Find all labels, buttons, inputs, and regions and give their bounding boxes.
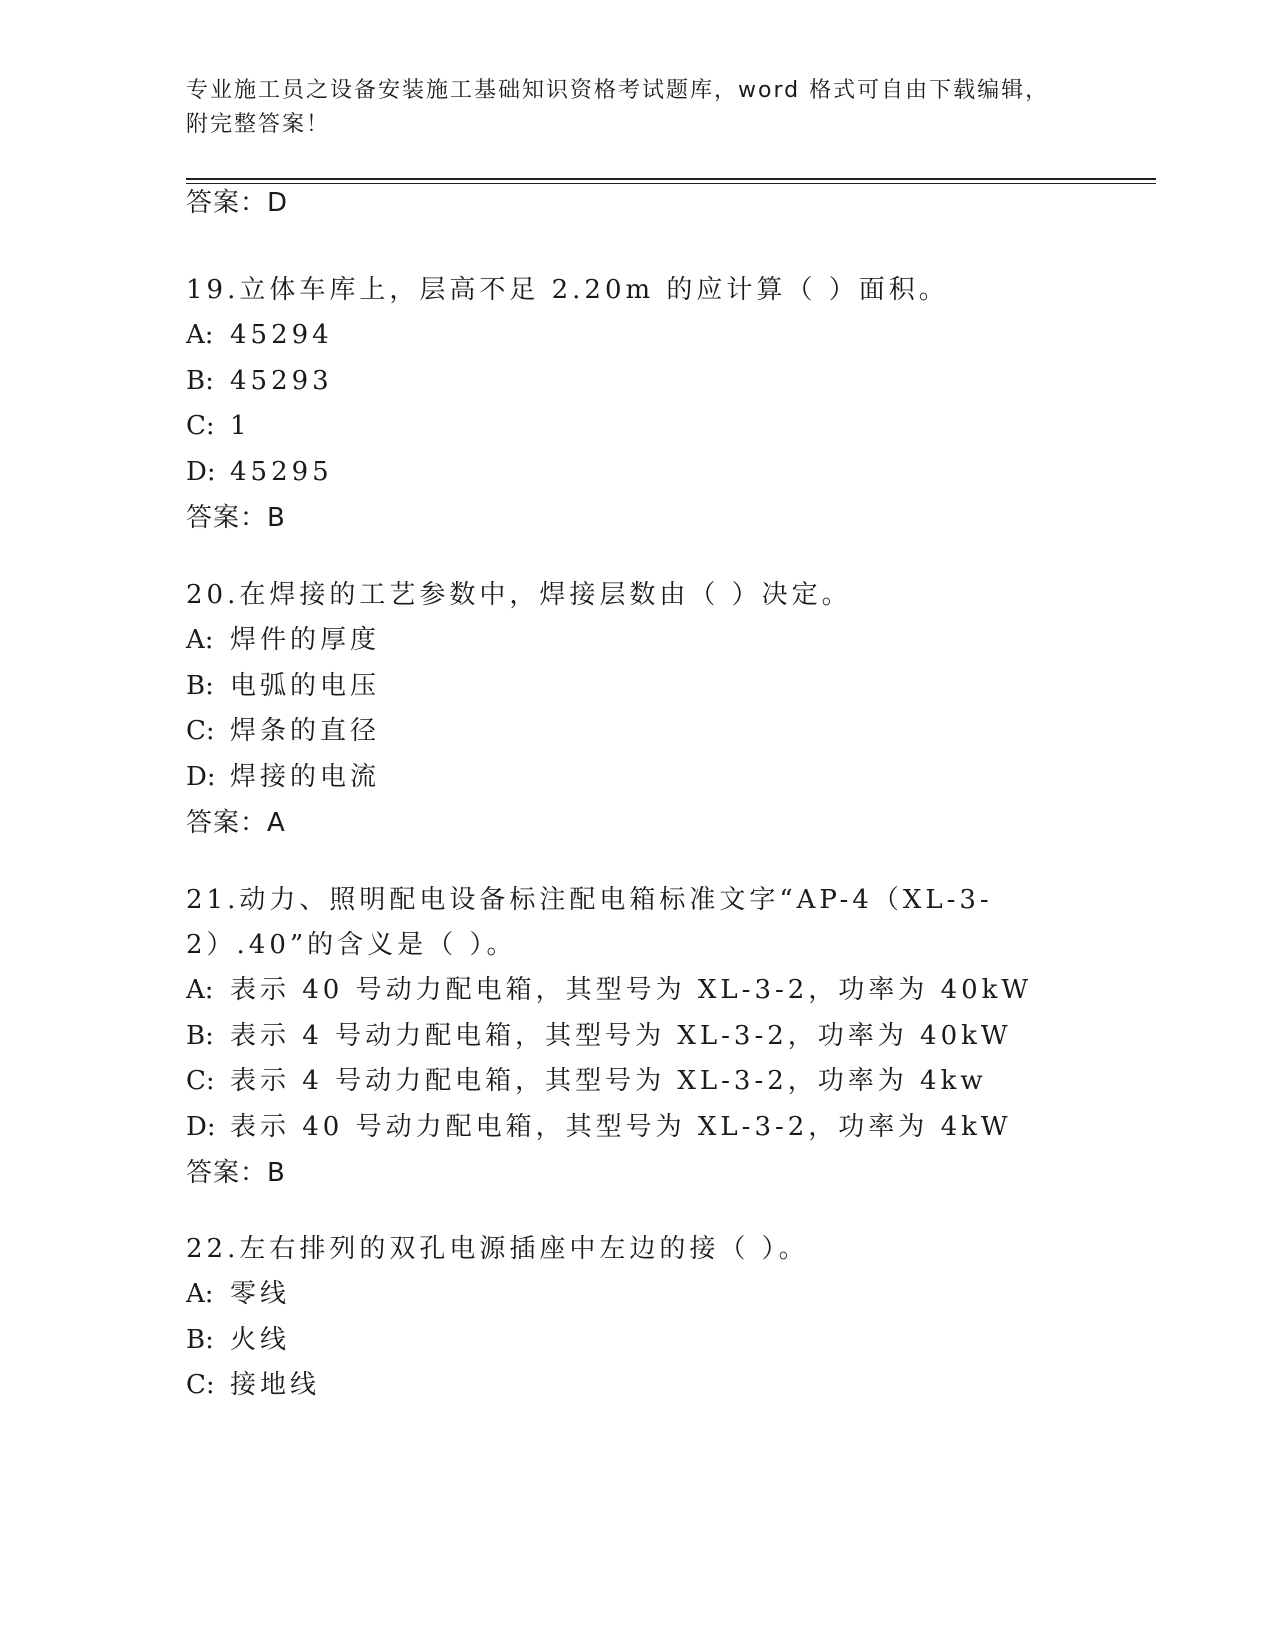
question-text: 19.立体车库上，层高不足 2.20m 的应计算（ ）面积。 [186, 275, 949, 305]
option-c: C: 1 [186, 411, 251, 441]
question-text: 21.动力、照明配电设备标注配电箱标准文字“AP-4（XL-3-2）.40”的含义是（ ）。 [186, 885, 993, 960]
option-b: B: 表示 4 号动力配电箱，其型号为 XL-3-2，功率为 40kW [186, 1020, 1012, 1051]
option-a: A: 表示 40 号动力配电箱，其型号为 XL-3-2，功率为 40kW [186, 975, 1033, 1005]
option-c: C: 表示 4 号动力配电箱，其型号为 XL-3-2，功率为 4kw [186, 1066, 987, 1096]
option-d: D: 45295 [186, 456, 333, 487]
question-block [186, 878, 1086, 1196]
option-c: C: 接地线 [186, 1370, 321, 1400]
option-a: A: 焊件的厚度 [186, 625, 381, 655]
question-block [186, 268, 1086, 541]
option-b: B: 45293 [186, 365, 333, 396]
option-b: B: 电弧的电压 [186, 670, 381, 701]
previous-answer-block [186, 180, 1086, 226]
answer-label: 答案：B [186, 503, 286, 533]
question-block [186, 1227, 1086, 1409]
question-text: 22.左右排列的双孔电源插座中左边的接（ ）。 [186, 1234, 809, 1264]
option-a: A: 零线 [186, 1279, 291, 1309]
question-block [186, 573, 1086, 846]
option-d: D: 表示 40 号动力配电箱，其型号为 XL-3-2，功率为 4kW [186, 1111, 1012, 1142]
answer-label: 答案：B [186, 1158, 286, 1188]
option-d: D: 焊接的电流 [186, 761, 381, 792]
option-a: A: 45294 [186, 320, 333, 350]
document-page [186, 0, 1156, 1650]
page-header: 专业施工员之设备安装施工基础知识资格考试题库，word 格式可自由下载编辑，附完整答案！ [186, 78, 1050, 137]
question-text: 20.在焊接的工艺参数中，焊接层数由（ ）决定。 [186, 580, 852, 610]
option-c: C: 焊条的直径 [186, 716, 381, 746]
option-b: B: 火线 [186, 1324, 291, 1355]
answer-label: 答案：D [186, 188, 289, 218]
answer-label: 答案：A [186, 808, 286, 838]
